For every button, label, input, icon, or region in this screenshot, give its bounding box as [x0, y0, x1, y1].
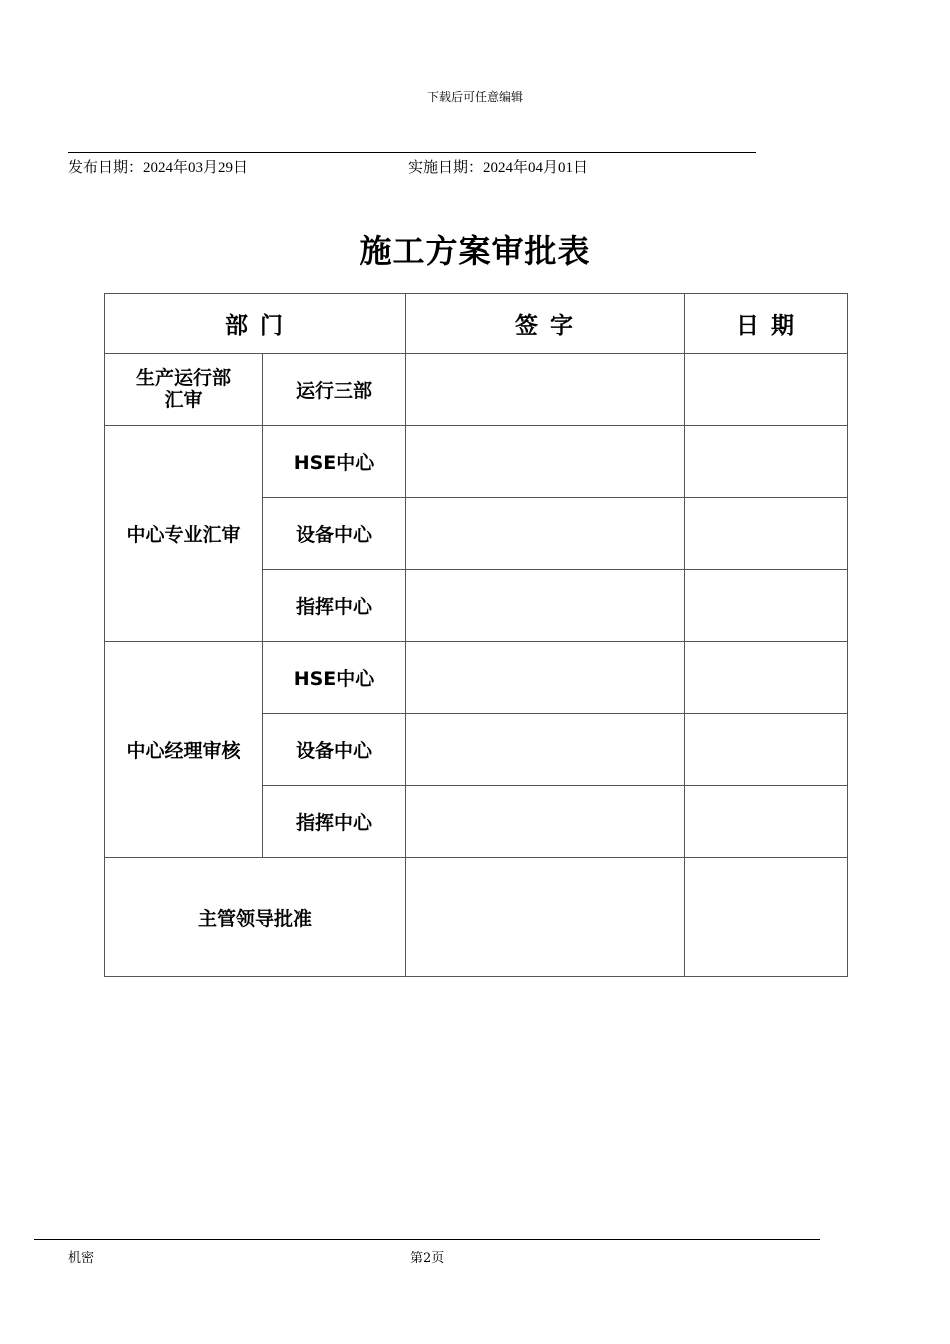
table-row	[105, 426, 848, 498]
date-cell[interactable]	[685, 426, 848, 498]
table-row	[105, 858, 848, 977]
document-title: 施工方案审批表	[359, 232, 591, 270]
dept-command-center: 指挥中心	[263, 570, 406, 642]
table-row	[105, 642, 848, 714]
dept-hse-center: HSE中心	[263, 642, 406, 714]
header-date: 日 期	[685, 294, 848, 354]
date-cell[interactable]	[685, 498, 848, 570]
signature-cell[interactable]	[406, 858, 685, 977]
date-cell[interactable]	[685, 786, 848, 858]
header-note: 下载后可任意编辑	[426, 90, 523, 104]
signature-cell[interactable]	[406, 786, 685, 858]
footer-divider	[34, 1239, 820, 1240]
signature-cell[interactable]	[406, 570, 685, 642]
signature-cell[interactable]	[406, 642, 685, 714]
dept-equipment-center: 设备中心	[263, 498, 406, 570]
group-final-approval: 主管领导批准	[105, 858, 406, 977]
header-department: 部 门	[105, 294, 406, 354]
table-header-row	[105, 294, 848, 354]
approval-table	[104, 293, 848, 977]
group-production-line1: 生产运行部	[135, 366, 231, 389]
group-production-review	[105, 354, 263, 426]
date-cell[interactable]	[685, 858, 848, 977]
group-production-line2: 汇审	[164, 388, 203, 411]
group-center-review: 中心专业汇审	[105, 426, 263, 642]
dept-equipment-center: 设备中心	[263, 714, 406, 786]
top-divider	[68, 152, 756, 153]
signature-cell[interactable]	[406, 498, 685, 570]
header-signature: 签 字	[406, 294, 685, 354]
footer-confidential: 机密	[68, 1251, 95, 1266]
date-cell[interactable]	[685, 570, 848, 642]
dept-command-center: 指挥中心	[263, 786, 406, 858]
group-manager-review: 中心经理审核	[105, 642, 263, 858]
dept-hse-center: HSE中心	[263, 426, 406, 498]
publish-date: 发布日期：2024年03月29日	[68, 160, 249, 176]
signature-cell[interactable]	[406, 354, 685, 426]
footer-page-number: 第2页	[410, 1251, 445, 1266]
table-row	[105, 354, 848, 426]
date-cell[interactable]	[685, 642, 848, 714]
date-cell[interactable]	[685, 354, 848, 426]
dept-operations-3: 运行三部	[263, 354, 406, 426]
effective-date: 实施日期：2024年04月01日	[408, 160, 589, 176]
date-cell[interactable]	[685, 714, 848, 786]
signature-cell[interactable]	[406, 714, 685, 786]
signature-cell[interactable]	[406, 426, 685, 498]
